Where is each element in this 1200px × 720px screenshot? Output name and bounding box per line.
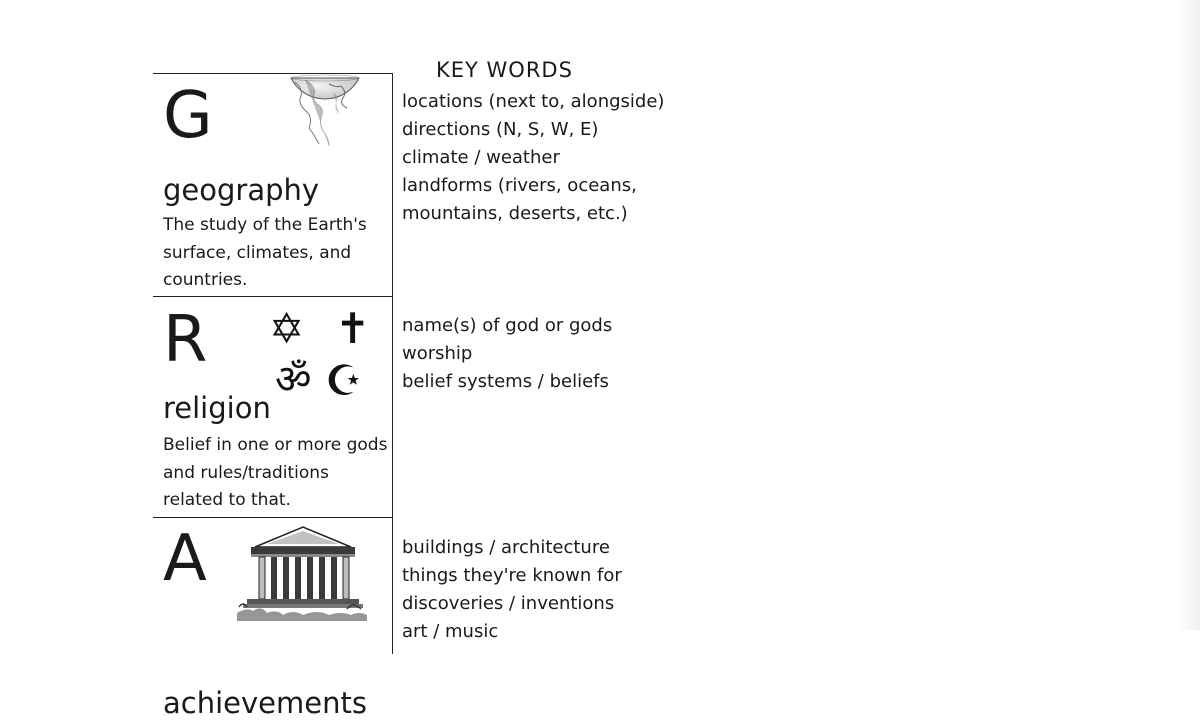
letter-a: A <box>163 522 207 596</box>
keyword-item: landforms (rivers, oceans, <box>402 175 637 196</box>
term-religion: religion <box>163 391 271 425</box>
keyword-item: mountains, deserts, etc.) <box>402 203 628 224</box>
star-and-crescent-icon: ☪ <box>325 356 363 405</box>
keywords-achievements <box>402 534 622 646</box>
om-icon: ॐ <box>275 357 312 403</box>
keywords-heading: KEY WORDS <box>436 58 573 82</box>
row-geography <box>153 74 392 296</box>
keyword-item: buildings / architecture <box>402 537 610 558</box>
letter-r: R <box>163 303 208 377</box>
keywords-geography <box>402 88 664 228</box>
letter-g: G <box>163 79 213 153</box>
keyword-item: name(s) of god or gods <box>402 315 613 336</box>
row-achievements <box>153 519 392 720</box>
keyword-item: art / music <box>402 621 499 642</box>
star-of-david-icon: ✡ <box>269 304 305 353</box>
parthenon-icon <box>237 521 367 621</box>
row-divider <box>153 517 392 518</box>
grapes-table <box>153 73 393 720</box>
keyword-item: locations (next to, alongside) <box>402 91 665 112</box>
term-achievements: achievements <box>163 686 367 720</box>
keyword-item: belief systems / beliefs <box>402 371 609 392</box>
definition-religion: Belief in one or more gods and rules/traditions related to that. <box>163 435 388 510</box>
keyword-item: things they're known for <box>402 565 622 586</box>
keyword-item: worship <box>402 343 473 364</box>
cross-icon: ✝ <box>335 304 371 353</box>
keyword-item: directions (N, S, W, E) <box>402 119 599 140</box>
keyword-item: climate / weather <box>402 147 560 168</box>
globe-icon <box>285 74 365 150</box>
page-edge-shadow <box>1178 0 1200 630</box>
term-geography: geography <box>163 173 320 207</box>
definition-geography: The study of the Earth's surface, climates, and countries. <box>163 215 367 290</box>
row-religion <box>153 298 392 516</box>
row-divider <box>153 296 392 297</box>
keywords-religion <box>402 312 612 396</box>
keyword-item: discoveries / inventions <box>402 593 615 614</box>
